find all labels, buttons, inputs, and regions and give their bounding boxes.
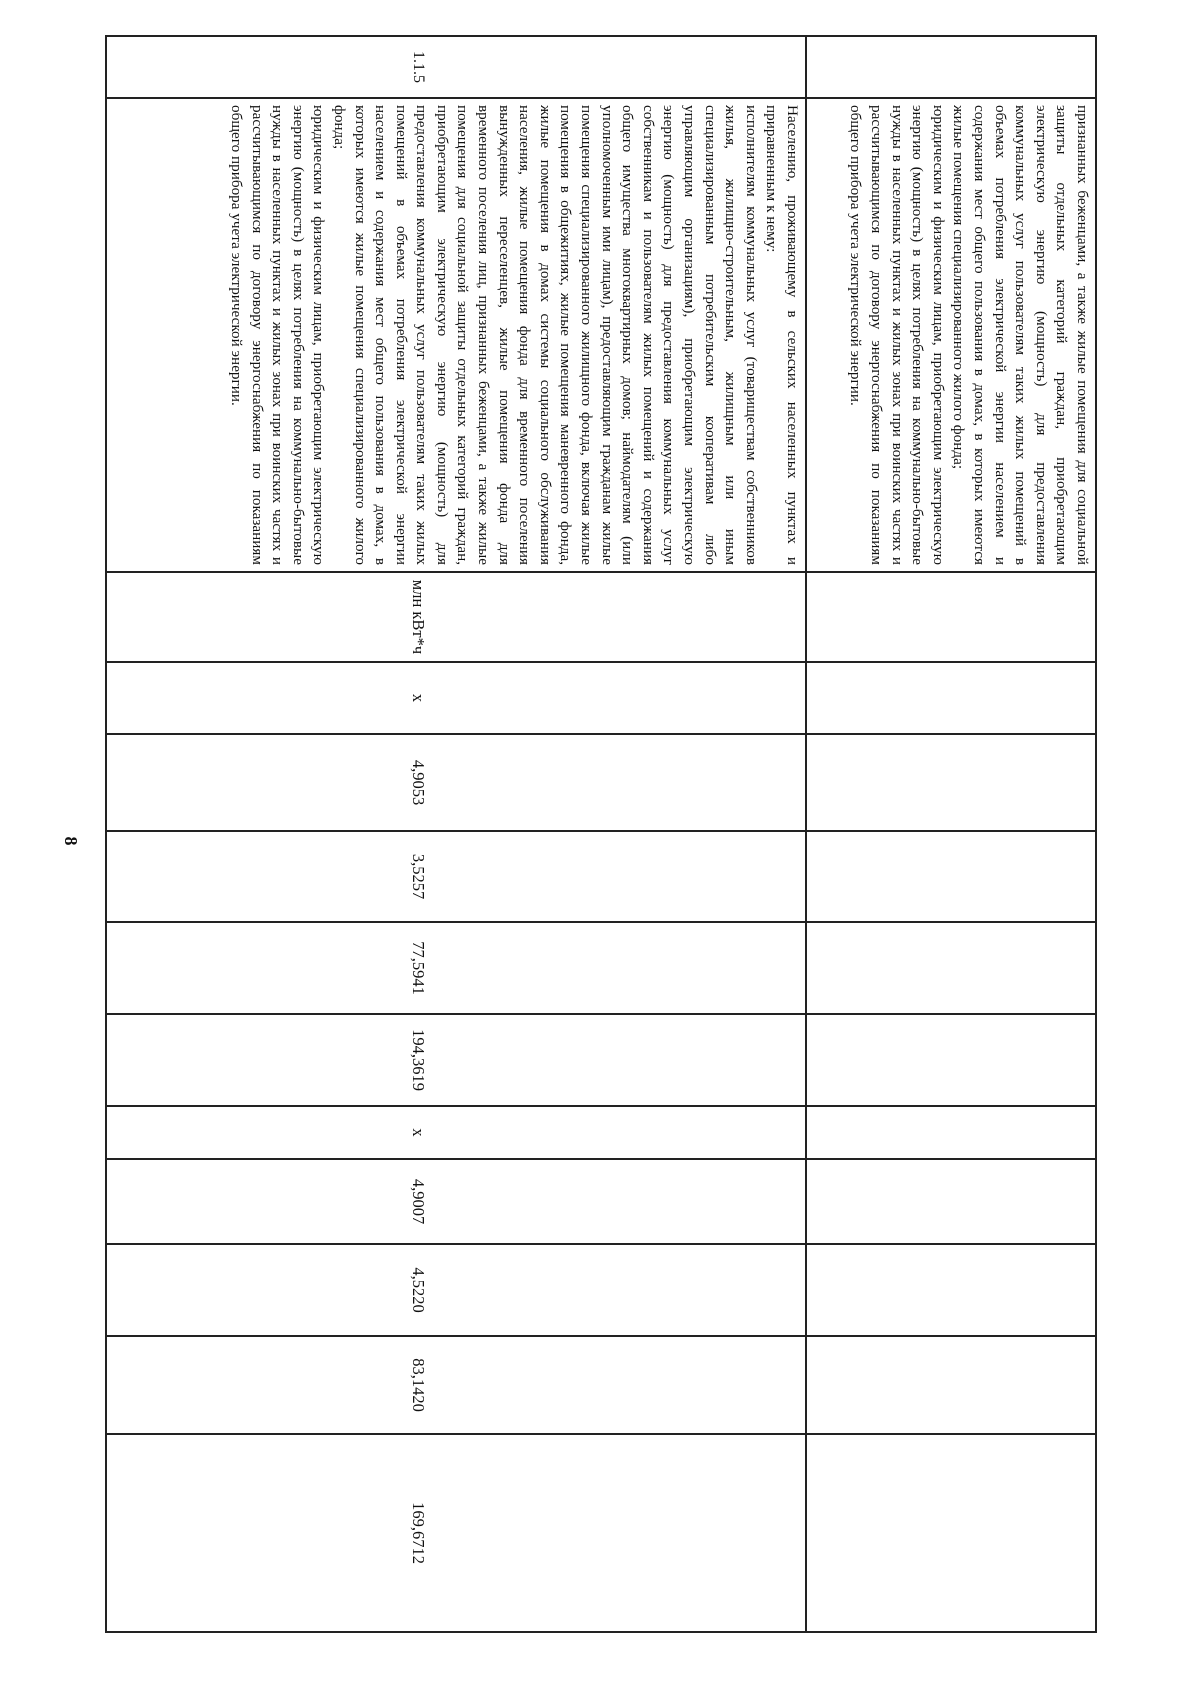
row-code-text: 1.1.5 [410, 51, 427, 83]
table-row [106, 36, 806, 1632]
value-cell [106, 831, 806, 922]
value-text: 83,1420 [409, 1358, 428, 1412]
table-row [806, 36, 1096, 1632]
value-text: 194,3619 [409, 1029, 428, 1091]
value-cell [806, 1336, 1096, 1434]
page-number: 8 [61, 836, 82, 846]
row-unit [806, 572, 1096, 662]
value-cell [806, 734, 1096, 831]
tariff-table [105, 35, 1097, 1633]
value-cell [806, 662, 1096, 734]
value-cell [806, 1106, 1096, 1159]
value-cell [806, 922, 1096, 1014]
value-text: 3,5257 [409, 853, 428, 900]
value-cell [106, 662, 806, 734]
value-cell [806, 831, 1096, 922]
value-cell [106, 1159, 806, 1244]
row-description: Населению, проживающему в сельских населенных пунктах и приравненным к нему: исполнителям коммунальных услуг (товариществам собственников жилья, жилищно-строительным, жилищным или иным специализированным потребительским кооперативам либо управляющим организациям), приобретающим электрическую энергию (мощность) для предоставления коммунальных услуг собственникам и пользователям жилых помещений и содержания общего имущества многоквартирных домов; наймодателям (или уполномоченным ими лицам), предоставляющим гражданам жилые помещения специализированного жилищного фонда, включая жилые помещения в общежитиях, жилые помещения маневренного фонда, жилые помещения в домах системы социального обслуживания населения, жилые помещения фонда для временного поселения вынужденных переселенцев, жилые помещения фонда для временного поселения лиц, признанных беженцами, а также жилые помещения для социальной защиты отдельных категорий граждан, приобретающим электрическую энергию (мощность) для предоставления коммунальных услуг пользователям таких жилых помещений в объемах потребления электрической энергии населением и содержания мест общего пользования в домах, в которых имеются жилые помещения специализированного жилого фонда; юридическим и физическим лицам, приобретающим электрическую энергию (мощность) в целях потребления на коммунально-бытовые нужды в населенных пунктах и жилых зонах при воинских частях и рассчитывающимся по договору энергоснабжения по показаниям общего прибора учета электрической энергии. [106, 98, 806, 572]
value-cell [106, 1244, 806, 1336]
value-cell [806, 1434, 1096, 1632]
tariff-table-rotated [107, 35, 1097, 1631]
value-cell [106, 1336, 806, 1434]
row-unit [106, 572, 806, 662]
row-code [806, 36, 1096, 98]
value-cell [806, 1244, 1096, 1336]
row-code [106, 36, 806, 98]
row-description: признанных беженцами, а также жилые помещения для социальной защиты отдельных категорий граждан, приобретающим электрическую энергию (мощность) для предоставления коммунальных услуг пользователям таких жилых помещений в объемах потребления электрической энергии населением и содержания мест общего пользования в домах, в которых имеются жилые помещения специализированного жилого фонда; юридическим и физическим лицам, приобретающим электрическую энергию (мощность) в целях потребления на коммунально-бытовые нужды в населенных пунктах и жилых зонах при воинских частях и рассчитывающимся по договору энергоснабжения по показаниям общего прибора учета электрической энергии. [806, 98, 1096, 572]
value-cell [106, 922, 806, 1014]
value-text: 4,9007 [409, 1178, 428, 1225]
value-text: 4,9053 [409, 759, 428, 806]
value-text: x [409, 1128, 428, 1137]
value-cell [806, 1014, 1096, 1106]
value-text: 4,5220 [409, 1267, 428, 1313]
value-cell [106, 1434, 806, 1632]
row-unit-text: млн кВт*ч [409, 579, 428, 655]
value-text: 77,5941 [409, 941, 428, 995]
value-cell [106, 734, 806, 831]
value-text: 169,6712 [409, 1502, 428, 1564]
value-text: x [409, 693, 428, 703]
value-cell [106, 1014, 806, 1106]
value-cell [106, 1106, 806, 1159]
value-cell [806, 1159, 1096, 1244]
